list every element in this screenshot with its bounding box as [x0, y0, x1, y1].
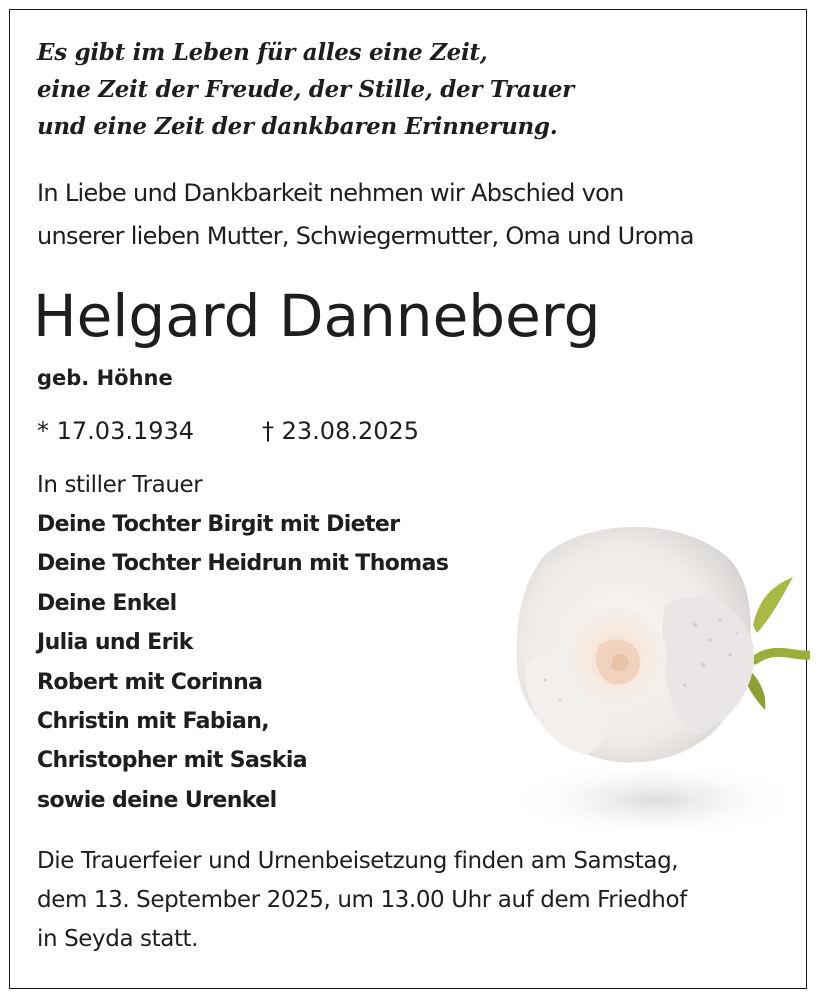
funeral-service-info — [37, 842, 797, 959]
mourner-line: Deine Enkel — [37, 590, 177, 616]
mourner-line: Christopher mit Saskia — [37, 748, 308, 774]
motto-line: Es gibt im Leben für alles eine Zeit, — [37, 39, 488, 66]
mourning-label: In stiller Trauer — [37, 472, 203, 498]
death-date: † 23.08.2025 — [262, 417, 420, 445]
intro-line: In Liebe und Dankbarkeit nehmen wir Abschied von — [37, 179, 624, 207]
service-line: Die Trauerfeier und Urnenbeisetzung finden am Samstag, — [37, 848, 679, 874]
mourner-line: Julia und Erik — [37, 630, 193, 656]
mourner-line: Christin mit Fabian, — [37, 709, 270, 735]
mourner-line: sowie deine Urenkel — [37, 787, 277, 813]
intro-text — [37, 172, 797, 258]
white-rose-image — [505, 515, 810, 845]
service-line: dem 13. September 2025, um 13.00 Uhr auf dem Friedhof — [37, 887, 687, 913]
deceased-name: Helgard Danneberg — [33, 282, 601, 350]
mourner-line: Robert mit Corinna — [37, 669, 263, 695]
maiden-name: geb. Höhne — [37, 366, 173, 390]
motto-line: eine Zeit der Freude, der Stille, der Trauer — [37, 76, 575, 103]
motto-verse — [37, 34, 777, 145]
birth-date: * 17.03.1934 — [37, 417, 195, 445]
intro-line: unserer lieben Mutter, Schwiegermutter, Oma und Uroma — [37, 222, 694, 250]
mourners-list — [37, 505, 557, 820]
mourner-line: Deine Tochter Heidrun mit Thomas — [37, 551, 449, 577]
mourner-line: Deine Tochter Birgit mit Dieter — [37, 512, 400, 537]
motto-line: und eine Zeit der dankbaren Erinnerung. — [37, 113, 558, 140]
service-line: in Seyda statt. — [37, 926, 199, 952]
